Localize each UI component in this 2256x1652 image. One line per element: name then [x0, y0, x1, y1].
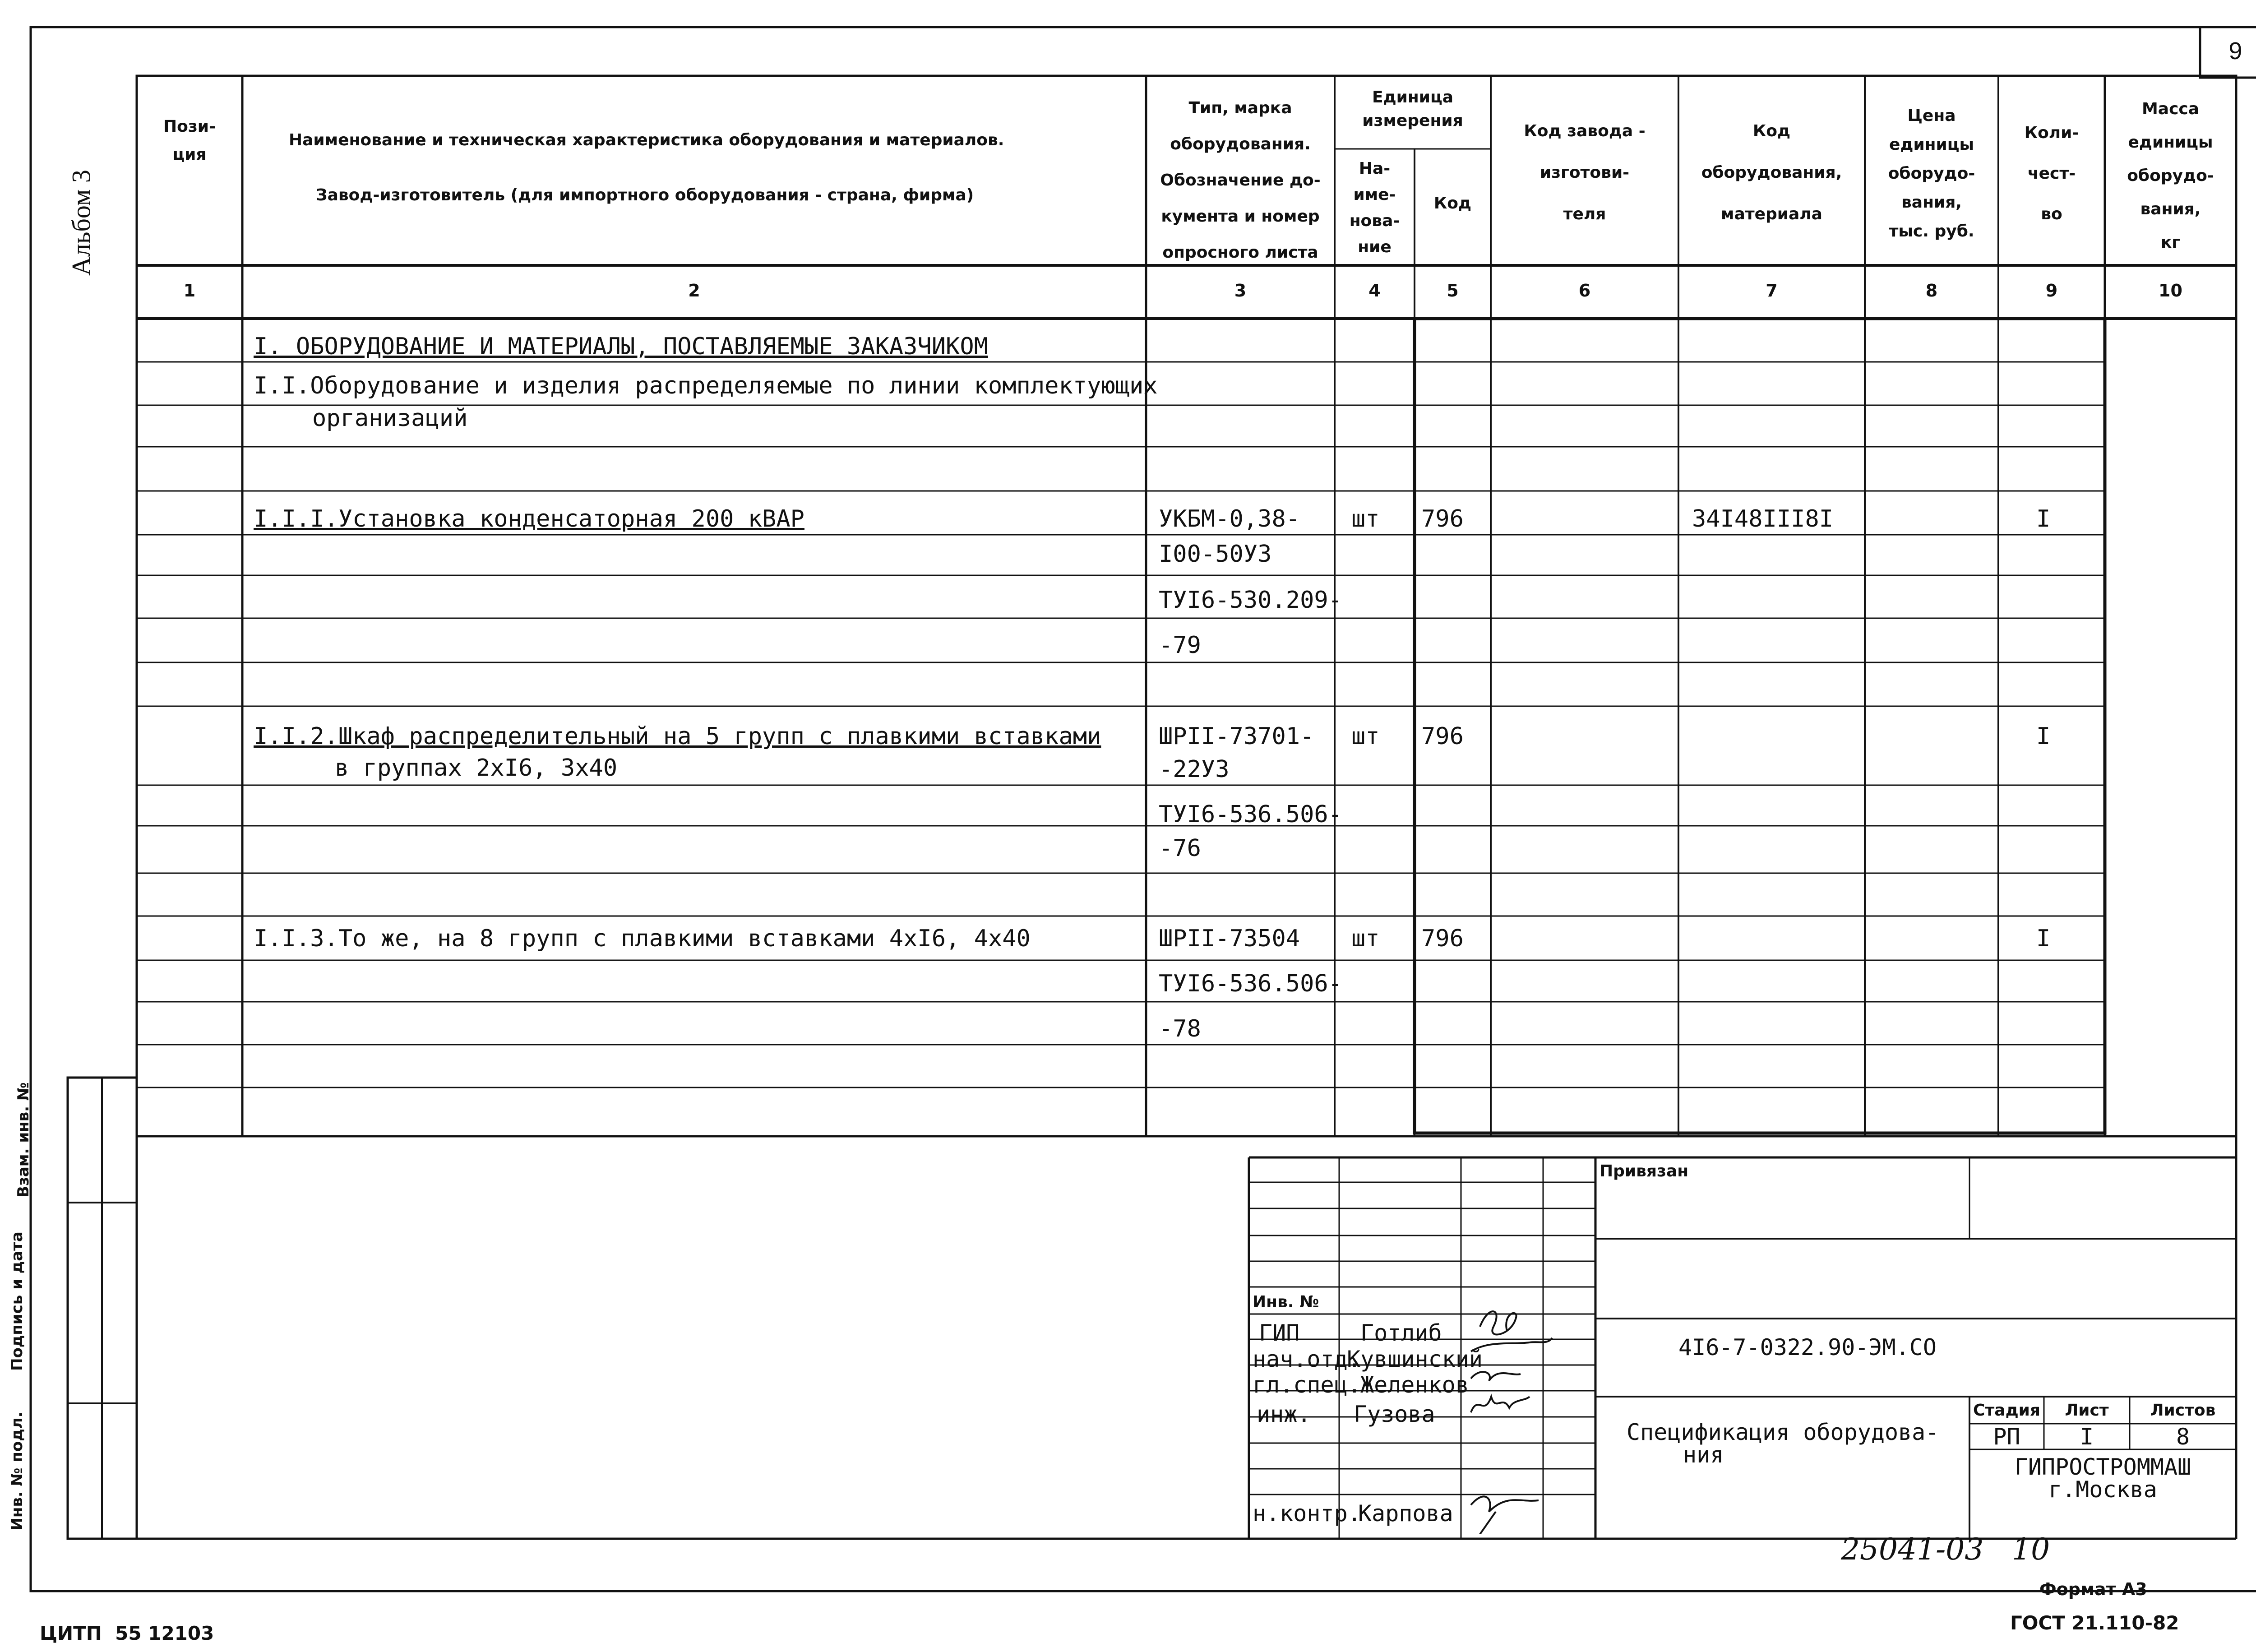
header-text: кумента и номер	[1161, 207, 1320, 226]
col-header-unit	[1335, 86, 1491, 133]
header-text: теля	[1563, 205, 1606, 223]
item-1-type: УКБМ-0,38-	[1159, 505, 1300, 532]
name-karpova: Карпова	[1358, 1500, 1453, 1527]
stage-label: Стадия	[1973, 1401, 2040, 1420]
role-gip: ГИП	[1259, 1320, 1300, 1346]
item-1-type: ТУI6-530.209-	[1159, 587, 1342, 614]
item-1-equipment-code: 34I48III8I	[1692, 505, 1834, 532]
header-text: Тип, марка	[1188, 99, 1292, 117]
side-label-signature: Подпись и дата	[8, 1231, 26, 1371]
item-1-unit: шт	[1351, 505, 1380, 532]
col-number-3: 3	[1234, 281, 1247, 301]
item-2-name-cont: в группах 2хI6, 3х40	[335, 754, 618, 782]
item-2-type: -22У3	[1159, 756, 1230, 783]
subsection-title: I.I.Оборудование и изделия распределяемые по линии комплектующих	[254, 372, 1158, 399]
item-2-name: I.I.2.Шкаф распределительный на 5 групп с плавкими вставками	[254, 723, 1101, 750]
header-text: вания,	[2140, 200, 2201, 218]
header-text: Масса	[2141, 100, 2200, 118]
col-number-6: 6	[1578, 281, 1591, 301]
header-text: Завод-изготовитель (для импортного оборудования - страна, фирма)	[316, 186, 974, 204]
format-label: Формат А3	[2039, 1579, 2147, 1599]
header-text: чест-	[2027, 164, 2076, 183]
page-number: 9	[2228, 37, 2242, 65]
organization-city: г.Москва	[2048, 1476, 2157, 1503]
sheets-value: 8	[2176, 1424, 2190, 1450]
inv-no-label: Инв. №	[1253, 1293, 1319, 1311]
document-code: 4I6-7-0322.90-ЭМ.СО	[1678, 1334, 1937, 1360]
role-norm-control: н.контр.	[1253, 1500, 1361, 1527]
item-1-name: I.I.I.Установка конденсаторная 200 кВАР	[254, 505, 804, 532]
album-label: Альбом 3	[66, 170, 96, 276]
sheets-label: Листов	[2150, 1401, 2216, 1420]
organization-name: ГИПРОСТРОММАШ	[2014, 1454, 2191, 1480]
header-text: тыс. руб.	[1889, 222, 1974, 241]
item-2-unit: шт	[1351, 723, 1380, 750]
signatures	[1462, 1300, 1597, 1534]
ctip-label: ЦИТП 55 12103	[40, 1622, 214, 1644]
item-2-code: 796	[1421, 723, 1464, 750]
col-header-equip-code	[1678, 111, 1865, 235]
col-header-mass	[2105, 93, 2236, 259]
item-2-type: ТУI6-536.506-	[1159, 801, 1342, 828]
item-2-type: ШРII-73701-	[1159, 723, 1314, 750]
sheet-label: Лист	[2065, 1401, 2109, 1420]
document-title-cont: ния	[1683, 1442, 1724, 1468]
col-number-10: 10	[2159, 281, 2182, 301]
item-2-quantity: I	[2036, 723, 2051, 750]
header-text: во	[2041, 205, 2062, 223]
header-text: единицы	[2128, 133, 2213, 152]
name-kuvshinsky: Кувшинский	[1347, 1346, 1483, 1372]
header-text: единицы	[1889, 135, 1974, 154]
header-text: кг	[2160, 233, 2181, 252]
item-1-quantity: I	[2036, 505, 2051, 532]
gost-label: ГОСТ 21.110-82	[2010, 1612, 2179, 1634]
side-label-inv-podl: Инв. № подл.	[8, 1411, 26, 1531]
side-label-vzam-inv: Взам. инв. №	[14, 1082, 32, 1198]
item-3-type: -78	[1159, 1015, 1201, 1042]
header-text: ция	[172, 145, 207, 164]
header-text: Код	[1752, 122, 1791, 140]
col-header-position	[137, 113, 242, 169]
header-text: име-	[1353, 185, 1396, 204]
col-header-maker	[1491, 111, 1678, 235]
header-text: оборудо-	[1888, 164, 1975, 183]
header-text: нова-	[1349, 212, 1400, 230]
col-number-7: 7	[1766, 281, 1778, 301]
header-text: Код завода -	[1524, 122, 1646, 140]
col-header-type	[1146, 90, 1335, 271]
item-3-name: I.I.3.То же, на 8 групп с плавкими вставками 4хI6, 4х40	[254, 925, 1031, 952]
col-number-1: 1	[183, 281, 196, 301]
archive-number: 25041-03 10	[1841, 1532, 2050, 1567]
item-3-code: 796	[1421, 925, 1464, 952]
header-text: Цена	[1907, 106, 1956, 125]
item-3-quantity: I	[2036, 925, 2051, 952]
header-text: оборудования.	[1170, 135, 1311, 153]
header-text: измерения	[1362, 111, 1463, 130]
privyazan-label: Привязан	[1600, 1162, 1689, 1180]
sheet-value: I	[2080, 1424, 2094, 1450]
col-header-quantity	[1998, 113, 2105, 235]
col-number-9: 9	[2045, 281, 2058, 301]
header-text: Пози-	[163, 117, 216, 136]
header-text: материала	[1721, 205, 1822, 223]
header-text: ние	[1358, 238, 1392, 256]
name-gotlib: Готлиб	[1360, 1320, 1442, 1346]
col-header-price	[1865, 102, 1998, 246]
header-text: оборудо-	[2127, 167, 2214, 185]
col-header-name	[289, 126, 1137, 209]
col-number-8: 8	[1925, 281, 1938, 301]
header-text: оборудования,	[1701, 163, 1842, 182]
stage-value: РП	[1993, 1424, 2020, 1450]
header-text: Обозначение до-	[1160, 171, 1321, 190]
header-text: Наименование и техническая характеристика оборудования и материалов.	[289, 131, 1004, 149]
role-chief-spec: гл.спец.	[1253, 1372, 1361, 1398]
header-text: вания,	[1901, 193, 1962, 212]
section-title: I. ОБОРУДОВАНИЕ И МАТЕРИАЛЫ, ПОСТАВЛЯЕМЫЕ ЗАКАЗЧИКОМ	[254, 333, 988, 360]
header-text: Коли-	[2024, 124, 2079, 142]
col-number-2: 2	[688, 281, 700, 301]
col-number-4: 4	[1368, 281, 1381, 301]
header-text: Единица	[1372, 88, 1453, 106]
item-3-type: ТУI6-536.506-	[1159, 970, 1342, 997]
col-number-5: 5	[1447, 281, 1459, 301]
name-guzova: Гузова	[1354, 1401, 1435, 1427]
col-header-unit-name	[1335, 156, 1415, 260]
item-1-type: I00-50У3	[1159, 541, 1272, 568]
name-zhelenkov: Желенков	[1360, 1372, 1469, 1398]
item-3-type: ШРII-73504	[1159, 925, 1300, 952]
header-text: На-	[1359, 159, 1391, 178]
item-1-code: 796	[1421, 505, 1464, 532]
header-text: изготови-	[1539, 163, 1630, 182]
subsection-title-cont: организаций	[312, 405, 468, 432]
role-head: нач.отд.	[1253, 1346, 1361, 1372]
col-header-unit-code: Код	[1433, 194, 1472, 213]
role-engineer: инж.	[1257, 1401, 1311, 1427]
item-2-type: -76	[1159, 835, 1201, 862]
item-3-unit: шт	[1351, 925, 1380, 952]
header-text: опросного листа	[1162, 243, 1318, 262]
item-1-type: -79	[1159, 632, 1201, 659]
document-title: Спецификация оборудова-	[1627, 1419, 1939, 1445]
